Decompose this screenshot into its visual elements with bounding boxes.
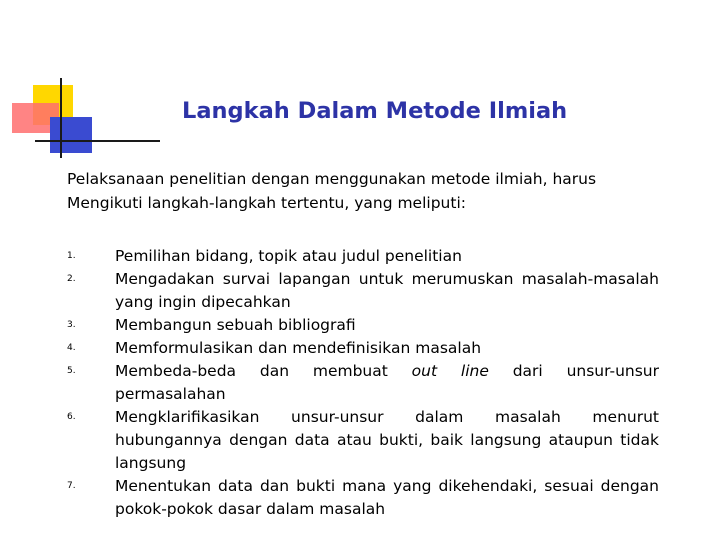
list-number: 5. [67,366,76,376]
intro-paragraph [67,168,667,215]
list-item-text: langsung [115,454,187,472]
intro-line-2: Mengikuti langkah-langkah tertentu, yang meliputi: [67,193,466,212]
list-item-text: Menentukan data dan bukti mana yang dikehendaki, sesuai dengan [115,477,659,495]
intro-line-1: Pelaksanaan penelitian dengan menggunakan metode ilmiah, harus [67,170,597,188]
list-number: 3. [67,320,76,330]
list-item [67,475,659,521]
list-item-text: Memformulasikan dan mendefinisikan masalah [115,339,482,357]
slide-title: Langkah Dalam Metode Ilmiah [182,98,568,124]
list-item-text: Membangun sebuah bibliografi [115,316,356,334]
list-item [67,406,659,475]
list-item [67,245,659,268]
list-item-text: Mengadakan survai lapangan untuk merumuskan masalah-masalah [115,270,659,288]
list-item-text: permasalahan [115,385,226,403]
list-item-text-pre: Membeda-beda dan membuat [115,362,388,380]
list-item-text-post: dari unsur-unsur [512,362,660,380]
list-item-text: Pemilihan bidang, topik atau judul penelitian [115,247,462,265]
list-item-text [115,360,659,383]
list-number: 2. [67,274,76,284]
decor-blue-square [50,117,92,153]
list-item [67,360,659,406]
list-item [67,337,659,360]
list-item-text: pokok-pokok dasar dalam masalah [115,500,386,518]
decor-horizontal-line [35,140,160,142]
list-number: 6. [67,412,76,422]
list-item-text: Mengklarifikasikan unsur-unsur dalam masalah menurut [115,408,659,426]
list-item-text: hubungannya dengan data atau bukti, baik langsung ataupun tidak [115,431,659,449]
list-number: 4. [67,343,76,353]
list-number: 7. [67,481,76,491]
list-item [67,314,659,337]
decor-vertical-line [60,78,62,158]
list-item-text-italic: out line [411,362,489,380]
list-item-text: yang ingin dipecahkan [115,293,291,311]
steps-list [67,245,659,521]
list-number: 1. [67,251,76,261]
list-item [67,268,659,314]
